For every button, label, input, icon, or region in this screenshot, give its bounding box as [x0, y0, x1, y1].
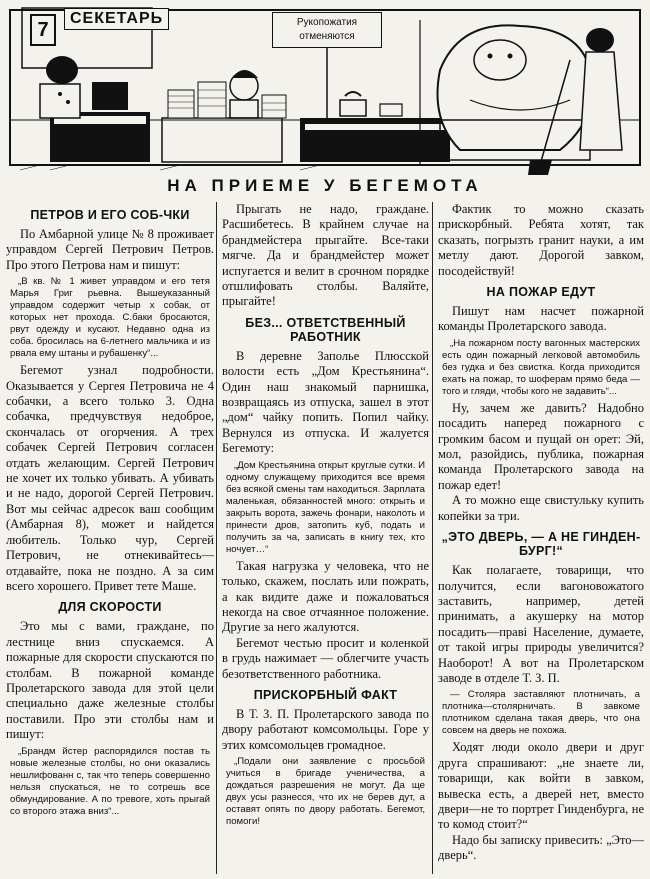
column-1: [6, 202, 214, 877]
page-title: НА ПРИЕМЕ У БЕГЕМОТА: [167, 176, 483, 195]
headline-line: РАБОТНИК: [290, 329, 361, 344]
article-headline: [438, 530, 644, 558]
article-headline: НА ПОЖАР ЕДУТ: [486, 285, 596, 300]
article-paragraph: Бегемот узнал подробности. Оказывается у Сергея Петровича не 4 собачки, а всего только 3. Одна собачка, предчувствуя недоброе, скончалась от огорчения. А трех собачек Сергей Петрович согласен отдать желающим. Сергей Петрович не хочет их только убивать. А убивать и не надо, дорогой Сергей Петрович. Вот мы сейчас адресок ваш сообщим (Амбарная 8), может и найдется любитель. Только чур, Сергей Петрович, не отнекивайтесь—отдавайте, пока не поздно. А за сим всего хорошего. Привет тете Маше.: [6, 363, 214, 593]
headline-line: БЕЗ... ОТВЕТСТВЕННЫЙ: [245, 315, 406, 330]
column-divider: [432, 202, 433, 874]
article-paragraph: По Амбарной улице № 8 проживает управдом Сергей Петрович Петров. Про этого Петрова нам и пишут:: [6, 227, 214, 272]
door-sign: СЕКЕТАРЬ: [64, 8, 169, 30]
article-paragraph: Ходят люди около двери и друг друга спрашивают: „не знаете ли, товарищи, как войти в завком, вывеска есть, а дверей нет, вместо двери—не то портрет Гинденбурга, не то комод стоит?“: [438, 740, 644, 832]
headline-line: „ЭТО ДВЕРЬ, — А НЕ ГИНДЕН-: [441, 530, 641, 545]
header-illustration: [0, 0, 650, 178]
article-paragraph: Пишут нам насчет пожарной команды Пролетарского завода.: [438, 304, 644, 334]
letter-quote: „На пожарном посту вагонных мастерских есть один пожарный легковой автомобиль без гудка и без свистка. Когда приходится ехать на пожар, то шоферам прямо беда — того и гляди, чтобы кого не задавить“...: [442, 337, 640, 397]
article-paragraph: Прыгать не надо, граждане. Расшибетесь. В крайнем случае на брандмейстера прыгайте. Все-таки мягче. Да и брандмейстер может испугается и велит в срочном порядке отшлифовать столбы. Валяйте, прыгайте!: [222, 202, 429, 309]
article-paragraph: Это мы с вами, граждане, по лестнице вниз спускаемся. А пожарные для скорости спускаются по столбам. В пожарной команде Пролетарского завода для этой цели специально даже железные столбы поставили. Про эти столбы нам и пишут:: [6, 619, 214, 742]
article-paragraph: Как полагаете, товарищи, что получится, если вагоновожатого заставить, например, детей принимать, а акушерку на мотор посадить—праві Население, думаете, от такой игры природы увеличится? Наоборот! А вот на Пролетарском заводе в отделе Т. З. П.: [438, 563, 644, 685]
notice-line: Рукопожатия: [296, 17, 358, 28]
letter-quote: „Подали они заявление с просьбой учиться в бригаде ученичества, а дождаться разрешения не могут. Да ще двух усы разнесся, что их не берев дут, а оставят опять по двору работать. Бегемот, помоги!: [226, 756, 425, 828]
article-paragraph: Фактик то можно сказать прискорбный. Ребята хотят, так сказать, погрызть гранит науки, а им метлу дают. Дорогой завком, посодействуй!: [438, 202, 644, 278]
column-3: [438, 202, 644, 877]
letter-quote: „Брандм йстер распорядился постав ть новые железные столбы, но они оказались нешлифованн с, так что теперь совершенно нельзя спускаться, не то сотрешь все обмундирование. А по тревоге, хоть прыгай со второго этажа вниз“...: [10, 745, 210, 817]
letter-quote: „Дом Крестьянина открыт круглые сутки. И одному служащему приходится все время без всякой смены там находиться. Зарплата маленькая, обязанностей много: открыть и закрыть ворота, зажечь фонари, наколоть и принести дров, затопить куб, подать и получить за ча, записать в книгу тех, кто ночует…“: [226, 459, 425, 555]
article-paragraph: Такая нагрузка у человека, что не только, скажем, послать или пожрать, а как видите даже и пожаловаться некогда на свое отчаянное положение. Другие за него жалуются.: [222, 558, 429, 635]
article-paragraph: Бегемот честью просит и коленкой в грудь нажимает — облегчите участь безответственного работника.: [222, 635, 429, 681]
article-headline: ПЕТРОВ И ЕГО СОБ-ЧКИ: [30, 208, 190, 222]
article-headline: [222, 316, 429, 344]
article-paragraph: А то можно еще свистульку купить копейки за три.: [438, 493, 644, 523]
article-headline: ПРИСКОРБНЫЙ ФАКТ: [253, 687, 398, 702]
column-2: [222, 202, 429, 877]
notice-line: отменяются: [299, 31, 355, 42]
headline-line: БУРГ!“: [518, 544, 564, 559]
article-paragraph: В Т. З. П. Пролетарского завода по двору работают комсомольцы. Горе у этих комсомольцев громадное.: [222, 706, 429, 752]
page-number-badge: 7: [30, 14, 56, 46]
article-paragraph: Ну, зачем же давить? Надобно посадить наперед пожарного с громким басом и пущай он орет: Эй, мол, разойдись, публика, пожарная команда Пролетарского завода на пожар едет!: [438, 400, 644, 492]
notice-board: [272, 12, 382, 48]
letter-quote: „В кв. № 1 живет управдом и его тетя Марья Григ рьевна. Вышеуказанный управдом содержит четыр х собак, от которых нет прохода. С.баки бросаются, рвут одежду и кусают. Недавно одна из соба. бросилась на 6-летнего мальчика и из рвала ему штаны и рубашенку“...: [10, 276, 210, 360]
article-paragraph: В деревне Заполье Плюсской волости есть „Дом Крестьянина“. Один наш знакомый парнишка, возвращаясь из отпуска, зашел в этот „дом“ чайку попить. Попил чайку. Вернулся из отпуска. И жалуется Бегемоту:: [222, 348, 429, 456]
letter-quote: — Столяра заставляют плотничать, а плотника—столярничать. В завкоме плотником сделана такая дверь, что она совсем на дверь не похожа.: [442, 689, 640, 737]
article-headline: ДЛЯ СКОРОСТИ: [58, 600, 162, 615]
article-paragraph: Надо бы записку привесить: „Это—дверь“.: [438, 832, 644, 863]
column-divider: [216, 202, 217, 874]
